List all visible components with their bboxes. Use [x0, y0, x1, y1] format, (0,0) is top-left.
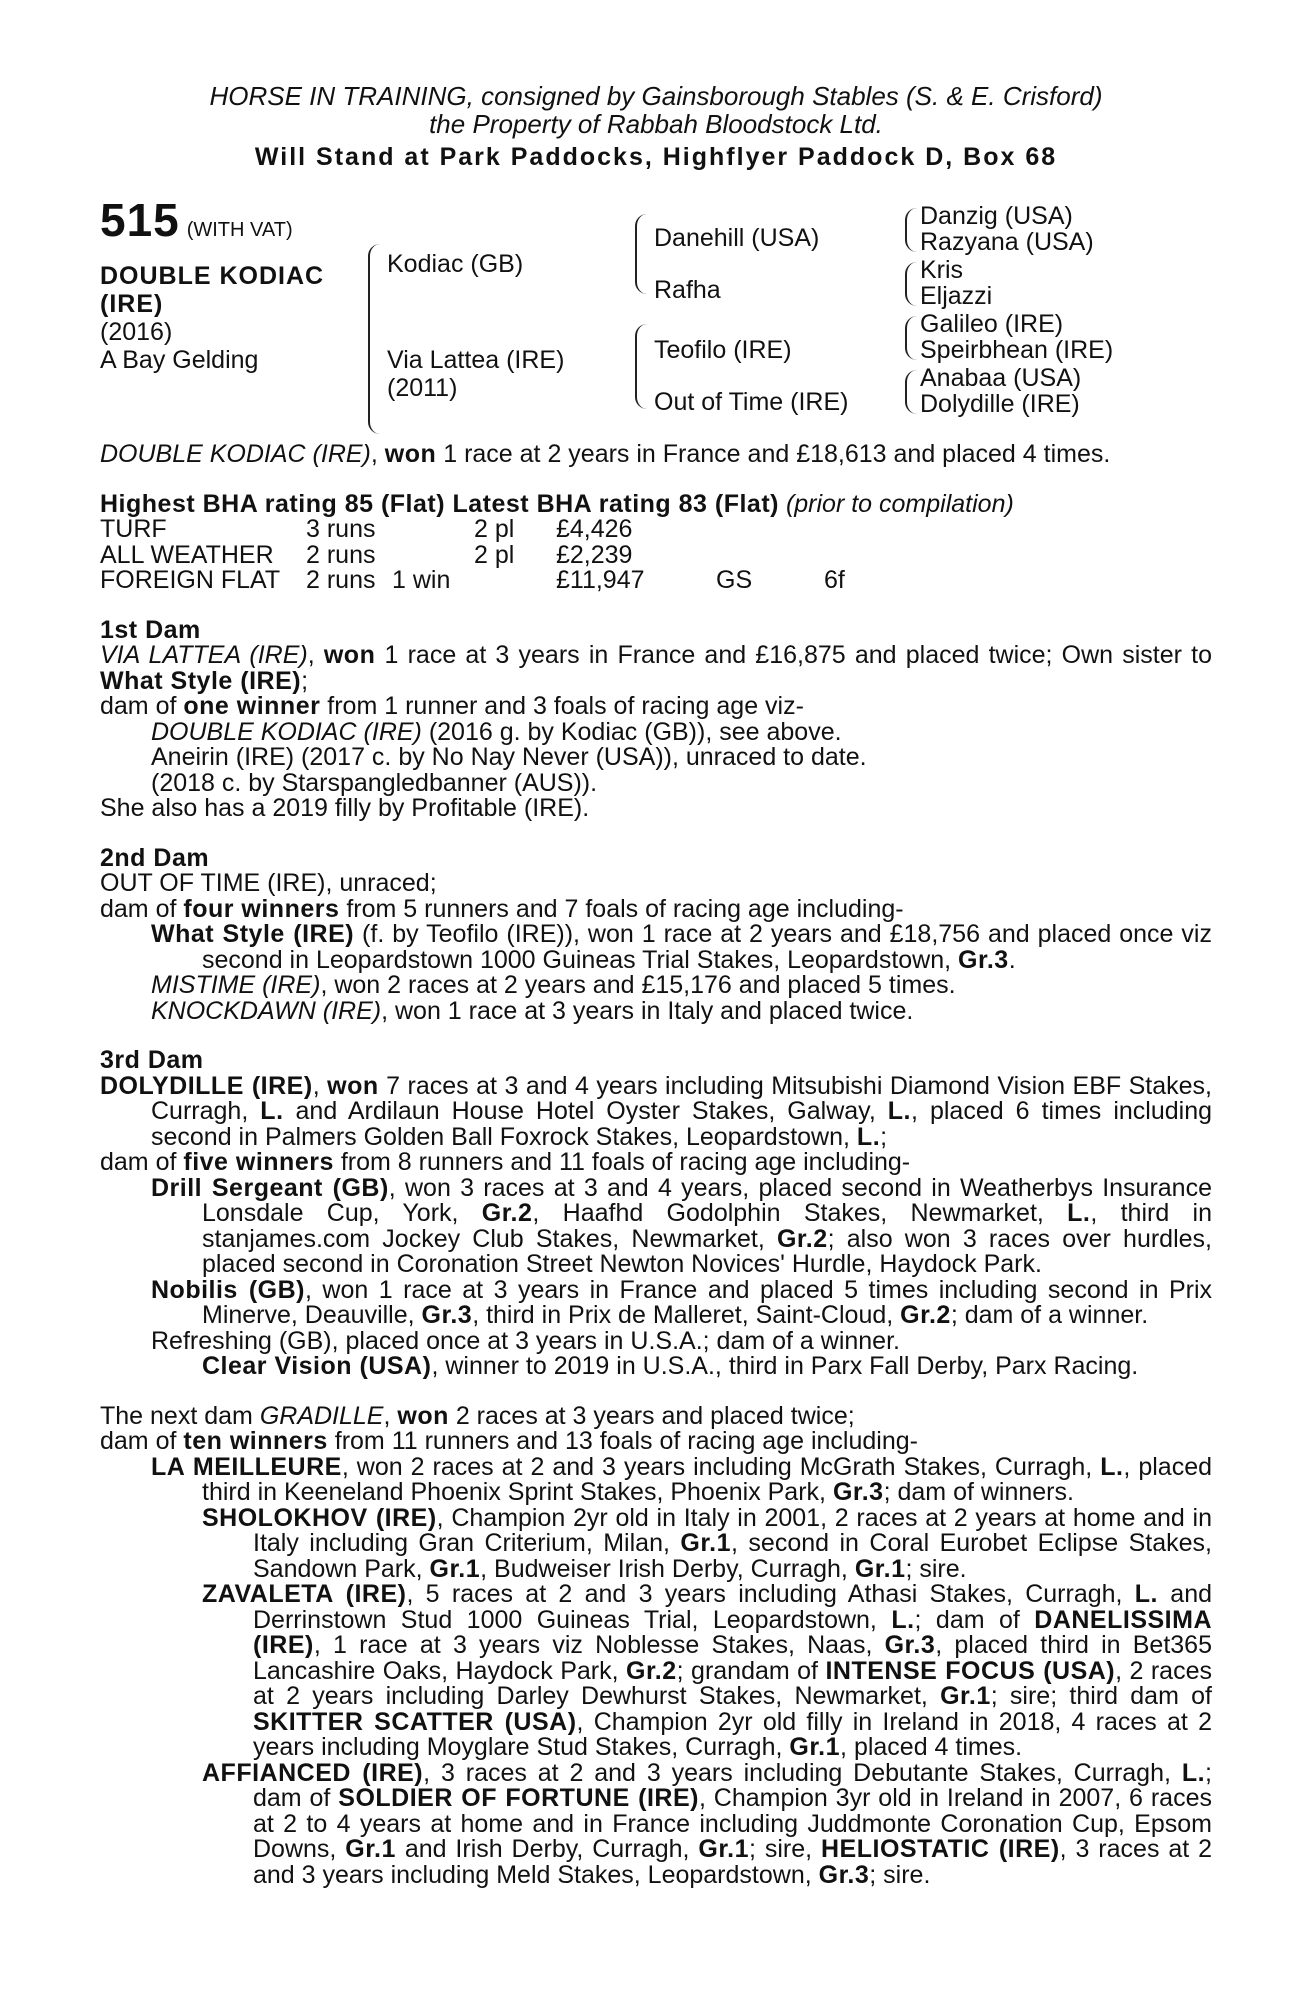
first-dam-heading: 1st Dam — [100, 615, 201, 644]
gen3-speirbhean: Speirbhean (IRE) — [920, 336, 1114, 364]
list-item: ZAVALETA (IRE), 5 races at 2 and 3 years including Athasi Stakes, Curragh, L. and Derrinstown Stud 1000 Guineas Trial, Leopardstown, L.; dam of DANELISSIMA (IRE), 1 race at 3 years viz Noblesse Stakes, Naas, Gr.3, placed third in Bet365 Lancashire Oaks, Haydock Park, Gr.2; grandam of INTENSE FOCUS (USA), 2 races at 2 years including Darley Dewhurst Stakes, Newmarket, Gr.1; sire; third dam of SKITTER SCATTER (USA), Champion 2yr old filly in Ireland in 2018, 4 races at 2 years including Moyglare Stud Stakes, Curragh, Gr.1, placed 4 times. — [202, 1580, 1212, 1761]
list-item: Nobilis (GB), won 1 race at 3 years in France and placed 5 times including second in Prix Minerve, Deauville, Gr.3, third in Prix de Malleret, Saint-Cloud, Gr.2; dam of a winner. — [151, 1275, 1213, 1329]
list-item: Refreshing (GB), placed once at 3 years in U.S.A.; dam of a winner. — [151, 1326, 900, 1355]
list-item: (2018 c. by Starspangledbanner (AUS)). — [151, 768, 598, 797]
gen3-galileo: Galileo (IRE) — [920, 310, 1064, 338]
list-item: KNOCKDAWN (IRE), won 1 race at 3 years in Italy and placed twice. — [151, 996, 914, 1025]
lot-number: 515 — [100, 194, 180, 246]
next-dam-produce-intro: dam of ten winners from 11 runners and 13 foals of racing age including- — [100, 1427, 918, 1455]
dam-sire: Teofilo (IRE) — [654, 336, 792, 364]
third-dam-record: DOLYDILLE (IRE), won 7 races at 3 and 4 years including Mitsubishi Diamond Vision EBF Stakes, Curragh, L. and Ardilaun House Hotel Oyster Stakes, Galway, L., placed 6 times including second in Palmers Golden Ball Foxrock Stakes, Leopardstown, L.; — [100, 1071, 1212, 1151]
horse-name-suffix: (IRE) — [100, 290, 164, 318]
sire-dam-brace — [368, 244, 384, 434]
second-dam-record: OUT OF TIME (IRE), unraced; — [100, 869, 437, 897]
list-item: Aneirin (IRE) (2017 c. by No Nay Never (USA)), unraced to date. — [151, 743, 867, 771]
first-dam-note: She also has a 2019 filly by Profitable (IRE). — [100, 794, 590, 822]
list-item: AFFIANCED (IRE), 3 races at 2 and 3 years including Debutante Stakes, Curragh, L.; dam of SOLDIER OF FORTUNE (IRE), Champion 3yr old in Ireland in 2007, 6 races at 2 to 4 years at home and in France including Juddmonte Coronation Cup, Epsom Downs, Gr.1 and Irish Derby, Curragh, Gr.1; sire, HELIOSTATIC (IRE), 3 races at 2 and 3 years including Meld Stakes, Leopardstown, Gr.3; sire. — [202, 1758, 1212, 1889]
first-dam-produce-intro: dam of one winner from 1 runner and 3 foals of racing age viz- — [100, 692, 804, 720]
stand-location: Will Stand at Park Paddocks, Highflyer Paddock D, Box 68 — [254, 143, 1058, 171]
list-item: Drill Sergeant (GB), won 3 races at 3 and 4 years, placed second in Weatherbys Insurance Lonsdale Cup, York, Gr.2, Haafhd Godolphin Stakes, Newmarket, L., third in stanjames.com Jockey Club Stakes, Newmarket, Gr.2; also won 3 races over hurdles, placed second in Coronation Street Newton Novices' Hurdle, Haydock Park. — [151, 1173, 1212, 1278]
list-item: MISTIME (IRE), won 2 races at 2 years and £15,176 and placed 5 times. — [151, 971, 956, 999]
consignor-line: HORSE IN TRAINING, consigned by Gainsborough Stables (S. & E. Crisford) — [209, 81, 1103, 111]
vat-note: (WITH VAT) — [186, 219, 293, 241]
catalogue-page — [100, 82, 1212, 1888]
gen3-kris: Kris — [920, 256, 964, 284]
foaling-year: (2016) — [100, 318, 173, 346]
list-item: LA MEILLEURE, won 2 races at 2 and 3 years including McGrath Stakes, Curragh, L., placed third in Keeneland Phoenix Sprint Stakes, Phoenix Park, Gr.3; dam of winners. — [151, 1452, 1213, 1506]
gen3-brace-3 — [905, 316, 917, 360]
dam-dam: Out of Time (IRE) — [654, 388, 849, 416]
next-dam-record: The next dam GRADILLE, won 2 races at 3 years and placed twice; — [100, 1401, 855, 1430]
list-item: SHOLOKHOV (IRE), Champion 2yr old in Italy in 2001, 2 races at 2 years at home and in Italy including Gran Criterium, Milan, Gr.1, second in Coral Eurobet Eclipse Stakes, Sandown Park, Gr.1, Budweiser Irish Derby, Curragh, Gr.1; sire. — [202, 1503, 1212, 1583]
gen3-brace-1 — [905, 208, 917, 252]
property-line: the Property of Rabbah Bloodstock Ltd. — [429, 109, 883, 139]
race-record-table — [100, 517, 845, 594]
dam-year: (2011) — [387, 374, 458, 402]
sire-dam: Rafha — [654, 276, 721, 304]
second-dam-produce-intro: dam of four winners from 5 runners and 7 foals of racing age including- — [100, 894, 904, 923]
gen3-razyana: Razyana (USA) — [920, 228, 1094, 256]
catalogue-body — [100, 442, 1212, 1888]
gen3-anabaa: Anabaa (USA) — [920, 364, 1082, 392]
horse-description: A Bay Gelding — [100, 346, 259, 374]
list-item: What Style (IRE) (f. by Teofilo (IRE)), won 1 race at 2 years and £18,756 and placed once viz second in Leopardstown 1000 Guineas Trial Stakes, Leopardstown, Gr.3. — [151, 920, 1212, 974]
sire: Kodiac (GB) — [387, 250, 524, 278]
dam: Via Lattea (IRE) — [387, 346, 565, 374]
table-row: TURF 3 runs 2 pl £4,426 — [100, 515, 633, 543]
sire-sire: Danehill (USA) — [654, 224, 820, 252]
third-dam-heading: 3rd Dam — [100, 1046, 204, 1074]
horse-name: DOUBLE KODIAC — [100, 262, 325, 290]
race-summary: DOUBLE KODIAC (IRE), won 1 race at 2 years in France and £18,613 and placed 4 times. — [100, 440, 1111, 468]
third-dam-produce-intro: dam of five winners from 8 runners and 11 foals of racing age including- — [100, 1148, 911, 1176]
table-row: FOREIGN FLAT 2 runs 1 win £11,947 GS 6f — [100, 566, 845, 594]
gen3-brace-2 — [905, 262, 917, 306]
gen3-danzig: Danzig (USA) — [920, 202, 1073, 230]
second-dam-heading: 2nd Dam — [100, 843, 210, 872]
first-dam-record: VIA LATTEA (IRE), won 1 race at 3 years in France and £16,875 and placed twice; Own sister to What Style (IRE); — [100, 641, 1212, 695]
gen3-eljazzi: Eljazzi — [920, 282, 993, 310]
dam-line-brace — [635, 324, 649, 409]
table-row: ALL WEATHER 2 runs 2 pl £2,239 — [100, 540, 633, 569]
sire-line-brace — [635, 214, 649, 294]
list-item: DOUBLE KODIAC (IRE) (2016 g. by Kodiac (GB)), see above. — [151, 717, 842, 746]
list-item: Clear Vision (USA), winner to 2019 in U.S.A., third in Parx Fall Derby, Parx Racing. — [202, 1352, 1139, 1380]
bha-ratings: Highest BHA rating 85 (Flat) Latest BHA rating 83 (Flat) (prior to compilation) — [100, 489, 1014, 518]
lot-heading — [100, 194, 293, 246]
pedigree-table — [100, 194, 1212, 442]
gen3-brace-4 — [905, 370, 917, 414]
gen3-dolydille: Dolydille (IRE) — [920, 390, 1080, 418]
